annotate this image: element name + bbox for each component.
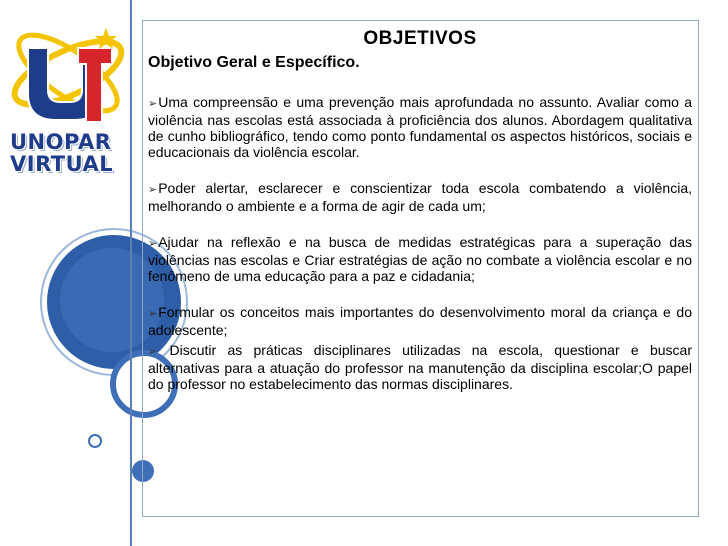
bullet-item [148,304,692,338]
arrow-bullet-icon: ➢ [148,184,158,196]
arrow-bullet-icon: ➢ [148,308,158,320]
bullet-text: Discutir as práticas disciplinares utilizadas na escola, questionar e buscar alternativas para a atuação do professor na manutenção da disciplina escolar;O papel do professor no estabelecimento das normas disciplinares. [148,342,692,392]
logo-emblem-icon [6,18,136,138]
tiny-circle-decoration [88,434,102,448]
arrow-bullet-icon: ➢ [148,346,158,358]
bullet-text: Ajudar na reflexão e na busca de medidas estratégicas para a superação das violências nas escolas e Criar estratégias de ação no combate a violência escolar e no fenômeno de uma educação para a paz e cidadania; [148,234,692,284]
slide-content [148,28,692,412]
bullet-item [148,234,692,284]
slide-subtitle: Objetivo Geral e Específico. [148,54,360,71]
bullet-item [148,180,692,214]
bullet-item [148,94,692,160]
bullet-text: Formular os conceitos mais importantes do desenvolvimento moral da criança e do adolescente; [148,304,692,338]
bullet-item [148,342,692,392]
arrow-bullet-icon: ➢ [148,238,158,250]
unopar-virtual-logo [6,18,136,178]
bullet-text: Poder alertar, esclarecer e conscientizar toda escola combatendo a violência, melhorando o ambiente e a forma de agir de cada um; [148,180,692,214]
arrow-bullet-icon: ➢ [148,98,158,110]
logo-text-line2: VIRTUAL [10,152,114,176]
bullet-text: Uma compreensão e uma prevenção mais aprofundada no assunto. Avaliar como a violência nas escolas está associada à proficiência dos alunos. Abordagem qualitativa de cunho bibliográfico, tendo como ponto fundamental os aspectos históricos, sociais e educacionais da violência escolar. [148,94,692,160]
slide-title: OBJETIVOS [363,28,477,49]
logo-text-line1: UNOPAR [10,130,112,154]
